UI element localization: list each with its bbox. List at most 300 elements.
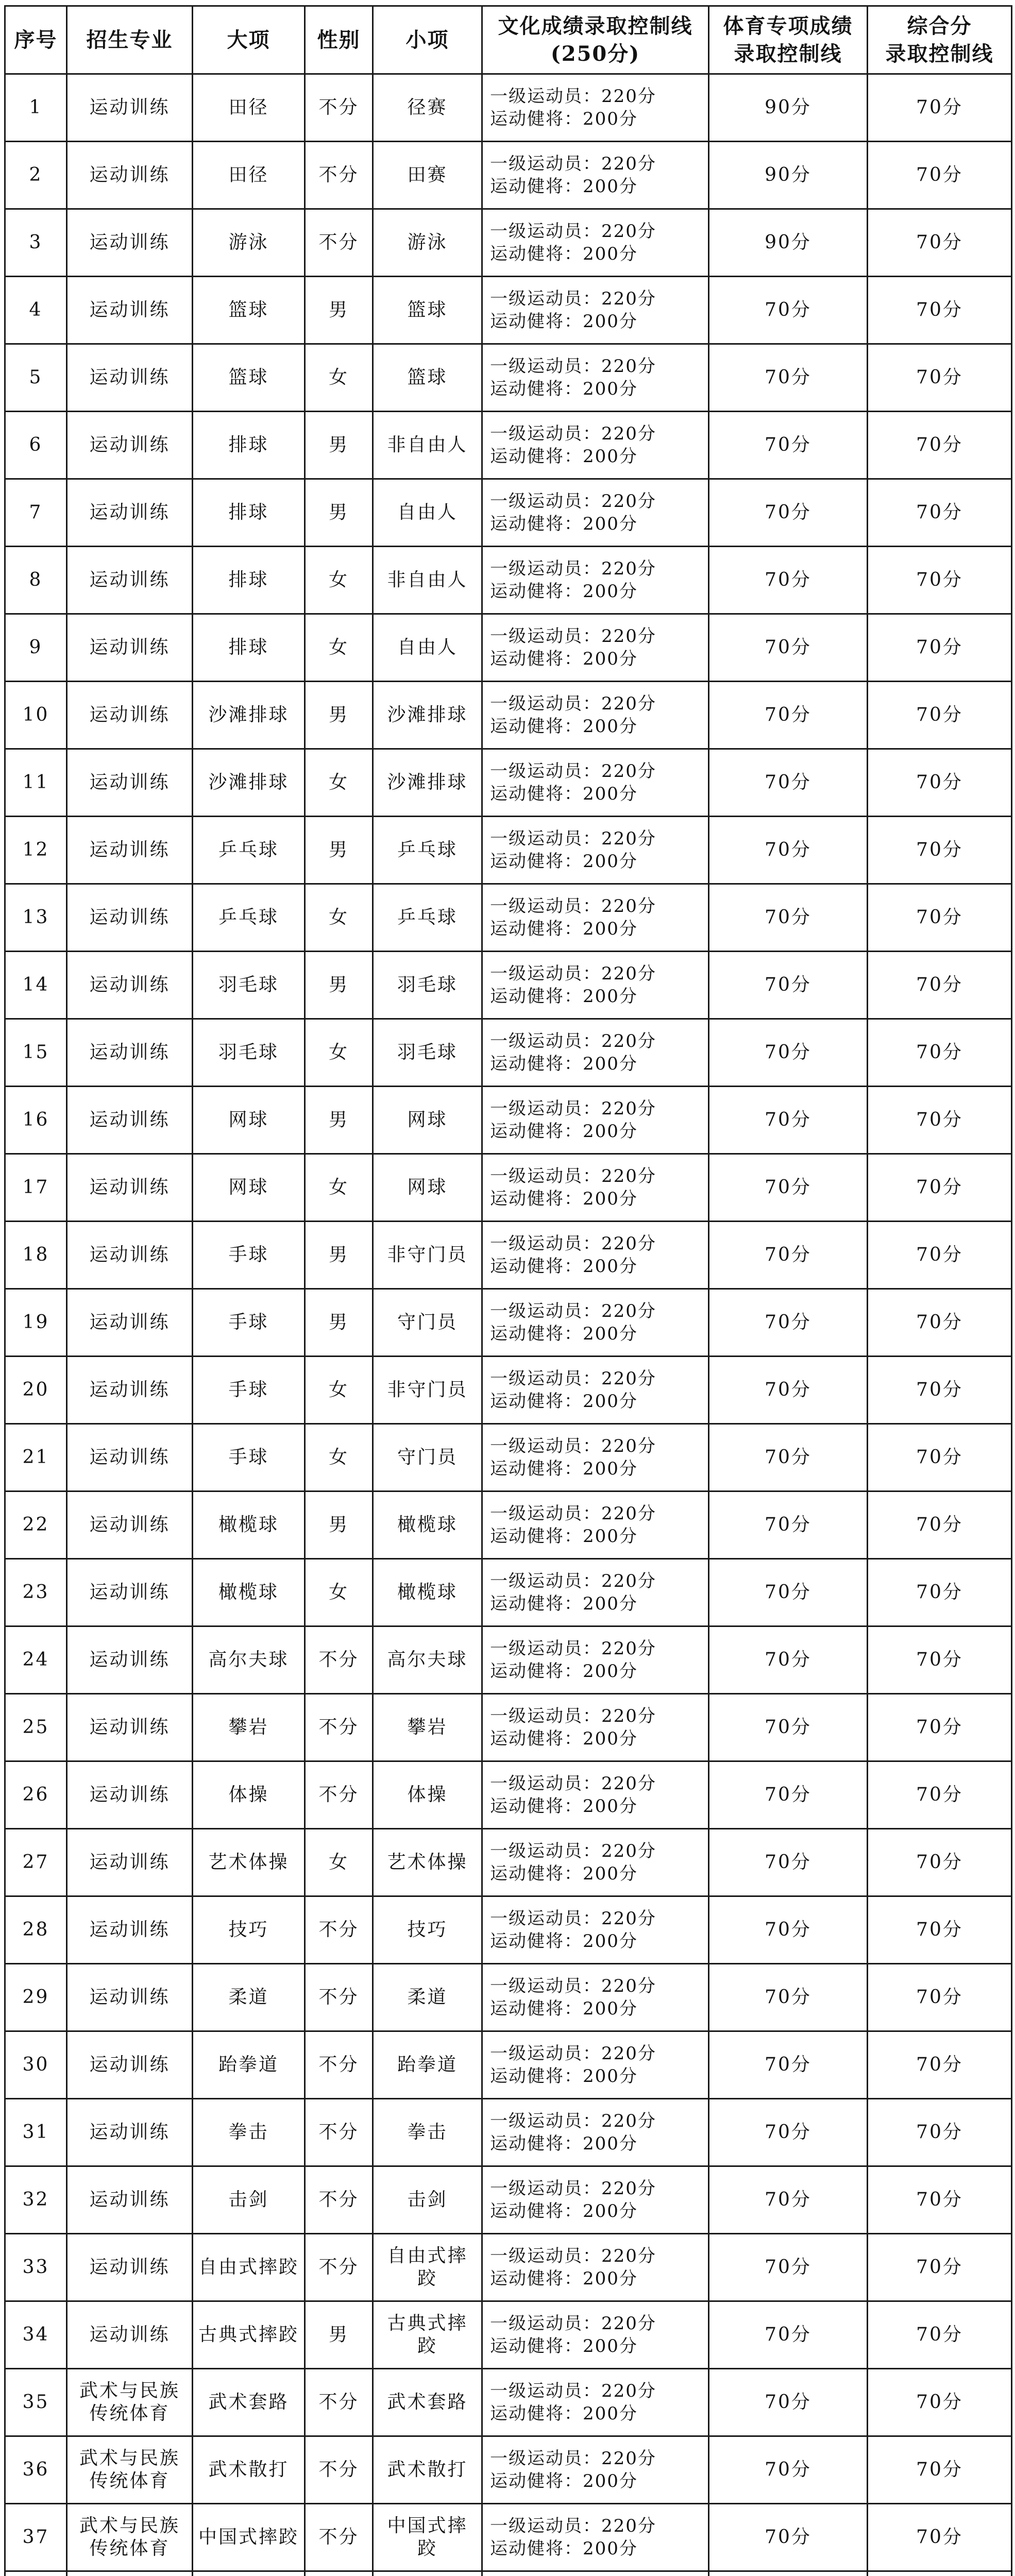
row-culture-score <box>482 1492 709 1559</box>
row-major <box>67 2436 193 2504</box>
row-sub-item: 非自由人 <box>373 547 482 614</box>
row-category: 柔道 <box>193 1964 305 2031</box>
row-gender: 女 <box>305 1357 373 1424</box>
row-major: 运动训练 <box>67 749 193 817</box>
culture-line-athlete: 一级运动员：220分 <box>490 1233 656 1254</box>
row-major: 运动训练 <box>67 1222 193 1289</box>
table-body <box>5 74 1012 2576</box>
table-row <box>5 1424 1012 1492</box>
table-row <box>5 952 1012 1019</box>
row-sub-item: 高尔夫球 <box>373 1626 482 1694</box>
table-row <box>5 1492 1012 1559</box>
row-category: 武术散打 <box>193 2436 305 2504</box>
row-culture-score <box>482 884 709 952</box>
row-sub-item: 径赛 <box>373 74 482 142</box>
culture-line-athlete: 一级运动员：220分 <box>490 626 656 647</box>
row-gender: 不分 <box>305 142 373 209</box>
header-sport-score <box>709 6 868 74</box>
culture-line-master: 运动健将：200分 <box>490 716 638 737</box>
row-sub-item: 击剑 <box>373 2166 482 2234</box>
row-culture-score <box>482 344 709 412</box>
row-sport-score: 70分 <box>709 1087 868 1154</box>
row-overall-score: 70分 <box>868 2166 1012 2234</box>
row-gender: 男 <box>305 682 373 749</box>
row-culture-score <box>482 1829 709 1896</box>
row-sport-score: 70分 <box>709 1559 868 1626</box>
culture-line-athlete: 一级运动员：220分 <box>490 2043 656 2064</box>
table-row <box>5 2504 1012 2571</box>
header-major: 招生专业 <box>67 6 193 74</box>
row-culture-score <box>482 2166 709 2234</box>
culture-line-master: 运动健将：200分 <box>490 1728 638 1749</box>
culture-line-master: 运动健将：200分 <box>490 514 638 534</box>
culture-line-athlete: 一级运动员：220分 <box>490 896 656 917</box>
row-culture-score <box>482 817 709 884</box>
culture-line-athlete: 一级运动员：220分 <box>490 2313 656 2334</box>
row-overall-score: 70分 <box>868 2234 1012 2301</box>
row-culture-score <box>482 2301 709 2369</box>
row-gender: 不分 <box>305 1896 373 1964</box>
row-category: 手球 <box>193 1289 305 1357</box>
row-sport-score: 70分 <box>709 2234 868 2301</box>
table-row <box>5 2234 1012 2301</box>
table-row <box>5 74 1012 142</box>
table-row <box>5 1694 1012 1761</box>
row-major: 运动训练 <box>67 479 193 547</box>
culture-line-master: 运动健将：200分 <box>490 379 638 399</box>
row-seq: 13 <box>5 884 67 952</box>
row-overall-score: 70分 <box>868 1492 1012 1559</box>
table-row <box>5 1761 1012 1829</box>
culture-line-athlete: 一级运动员：220分 <box>490 154 656 174</box>
row-sport-score: 70分 <box>709 1694 868 1761</box>
row-sub-item: 技巧 <box>373 1896 482 1964</box>
row-sub-item-line: 古典式摔 <box>387 2313 468 2334</box>
row-sub-item-line: 跤 <box>417 2268 437 2289</box>
row-culture-score <box>482 1626 709 1694</box>
row-overall-score: 70分 <box>868 1289 1012 1357</box>
row-sub-item <box>373 2571 482 2576</box>
row-sport-score: 70分 <box>709 547 868 614</box>
row-major: 运动训练 <box>67 1964 193 2031</box>
table-row <box>5 2571 1012 2576</box>
row-major-line: 武术与民族 <box>79 2515 180 2536</box>
row-category: 篮球 <box>193 344 305 412</box>
row-gender: 不分 <box>305 1626 373 1694</box>
table-row <box>5 2166 1012 2234</box>
row-gender: 男 <box>305 1492 373 1559</box>
row-major: 运动训练 <box>67 1829 193 1896</box>
row-seq: 3 <box>5 209 67 277</box>
row-overall-score: 70分 <box>868 142 1012 209</box>
header-sport-line1: 体育专项成绩 <box>723 13 853 38</box>
header-culture-line1: 文化成绩录取控制线 <box>498 13 693 38</box>
row-sub-item: 拳击 <box>373 2099 482 2166</box>
row-major: 运动训练 <box>67 1424 193 1492</box>
row-gender: 不分 <box>305 2436 373 2504</box>
row-category: 游泳 <box>193 209 305 277</box>
culture-line-master: 运动健将：200分 <box>490 1594 638 1614</box>
header-culture-score <box>482 6 709 74</box>
row-category: 手球 <box>193 1357 305 1424</box>
row-sport-score: 70分 <box>709 479 868 547</box>
row-seq: 20 <box>5 1357 67 1424</box>
row-gender: 男 <box>305 479 373 547</box>
row-gender: 女 <box>305 1424 373 1492</box>
culture-line-athlete: 一级运动员：220分 <box>490 1166 656 1187</box>
culture-line-master: 运动健将：200分 <box>490 1054 638 1074</box>
culture-line-master: 运动健将：200分 <box>490 1459 638 1479</box>
row-major: 运动训练 <box>67 2031 193 2099</box>
culture-line-athlete: 一级运动员：220分 <box>490 558 656 579</box>
row-major <box>67 2504 193 2571</box>
table-row <box>5 682 1012 749</box>
row-sub-item: 橄榄球 <box>373 1559 482 1626</box>
row-major: 运动训练 <box>67 1761 193 1829</box>
row-major <box>67 2369 193 2436</box>
table-row <box>5 1626 1012 1694</box>
row-sub-item: 体操 <box>373 1761 482 1829</box>
culture-line-master: 运动健将：200分 <box>490 2066 638 2087</box>
table-row <box>5 142 1012 209</box>
row-seq: 27 <box>5 1829 67 1896</box>
row-overall-score: 70分 <box>868 412 1012 479</box>
row-major-line: 武术与民族 <box>79 2448 180 2469</box>
row-seq: 8 <box>5 547 67 614</box>
header-overall-score <box>868 6 1012 74</box>
row-sub-item: 武术散打 <box>373 2436 482 2504</box>
row-gender: 女 <box>305 1019 373 1087</box>
row-sub-item: 乒乓球 <box>373 817 482 884</box>
table-row <box>5 547 1012 614</box>
table-row <box>5 817 1012 884</box>
culture-line-master: 运动健将：200分 <box>490 244 638 264</box>
culture-line-athlete: 一级运动员：220分 <box>490 491 656 512</box>
row-overall-score: 70分 <box>868 2436 1012 2504</box>
row-sport-score: 90分 <box>709 74 868 142</box>
row-gender: 女 <box>305 1154 373 1222</box>
row-major: 运动训练 <box>67 547 193 614</box>
row-sport-score: 90分 <box>709 209 868 277</box>
row-category: 沙滩排球 <box>193 682 305 749</box>
row-seq: 25 <box>5 1694 67 1761</box>
culture-line-athlete: 一级运动员：220分 <box>490 1571 656 1591</box>
row-major: 运动训练 <box>67 412 193 479</box>
row-overall-score: 70分 <box>868 682 1012 749</box>
culture-line-master: 运动健将：200分 <box>490 1998 638 2019</box>
row-overall-score: 70分 <box>868 344 1012 412</box>
culture-line-master: 运动健将：200分 <box>490 1661 638 1682</box>
header-culture-line2: (250分) <box>550 41 640 66</box>
row-culture-score <box>482 2571 709 2576</box>
row-culture-score <box>482 1289 709 1357</box>
table-row <box>5 614 1012 682</box>
row-seq: 24 <box>5 1626 67 1694</box>
culture-line-master: 运动健将：200分 <box>490 1391 638 1412</box>
row-sport-score: 70分 <box>709 682 868 749</box>
table-row <box>5 1087 1012 1154</box>
row-gender: 男 <box>305 412 373 479</box>
row-category: 击剑 <box>193 2166 305 2234</box>
row-sub-item <box>373 2504 482 2571</box>
row-category: 羽毛球 <box>193 952 305 1019</box>
row-sub-item: 羽毛球 <box>373 1019 482 1087</box>
row-culture-score <box>482 2234 709 2301</box>
row-major: 运动训练 <box>67 1154 193 1222</box>
row-sub-item: 游泳 <box>373 209 482 277</box>
row-category: 沙滩排球 <box>193 749 305 817</box>
culture-line-master: 运动健将：200分 <box>490 1256 638 1277</box>
row-sport-score: 70分 <box>709 1964 868 2031</box>
culture-line-master: 运动健将：200分 <box>490 311 638 332</box>
row-seq: 31 <box>5 2099 67 2166</box>
row-gender: 女 <box>305 884 373 952</box>
row-culture-score <box>482 2369 709 2436</box>
row-culture-score <box>482 2504 709 2571</box>
culture-line-master: 运动健将：200分 <box>490 1526 638 1547</box>
row-major <box>67 2571 193 2576</box>
row-sport-score: 70分 <box>709 2301 868 2369</box>
row-major: 运动训练 <box>67 2234 193 2301</box>
row-sub-item-line: 中国式摔 <box>387 2515 468 2536</box>
row-sport-score: 70分 <box>709 1492 868 1559</box>
row-category: 乒乓球 <box>193 884 305 952</box>
row-seq: 30 <box>5 2031 67 2099</box>
row-category: 中国式摔跤 <box>193 2504 305 2571</box>
row-culture-score <box>482 1694 709 1761</box>
row-sport-score <box>709 2571 868 2576</box>
header-gender: 性别 <box>305 6 373 74</box>
table-row <box>5 1154 1012 1222</box>
table-row <box>5 1964 1012 2031</box>
row-gender: 男 <box>305 952 373 1019</box>
row-gender: 不分 <box>305 2031 373 2099</box>
culture-line-athlete: 一级运动员：220分 <box>490 2381 656 2401</box>
row-overall-score: 70分 <box>868 614 1012 682</box>
row-sub-item: 柔道 <box>373 1964 482 2031</box>
row-culture-score <box>482 412 709 479</box>
row-sport-score: 70分 <box>709 2369 868 2436</box>
row-overall-score: 70分 <box>868 2099 1012 2166</box>
row-culture-score <box>482 1896 709 1964</box>
row-gender: 男 <box>305 277 373 344</box>
row-major: 运动训练 <box>67 1559 193 1626</box>
row-sub-item: 篮球 <box>373 277 482 344</box>
row-sub-item: 攀岩 <box>373 1694 482 1761</box>
row-sport-score: 70分 <box>709 1761 868 1829</box>
row-sport-score: 70分 <box>709 1289 868 1357</box>
row-major: 运动训练 <box>67 1896 193 1964</box>
culture-line-athlete: 一级运动员：220分 <box>490 1638 656 1659</box>
table-row <box>5 2099 1012 2166</box>
row-culture-score <box>482 479 709 547</box>
row-seq: 14 <box>5 952 67 1019</box>
table-row <box>5 209 1012 277</box>
row-gender: 女 <box>305 1829 373 1896</box>
row-overall-score: 70分 <box>868 1019 1012 1087</box>
row-seq: 7 <box>5 479 67 547</box>
row-overall-score: 70分 <box>868 1626 1012 1694</box>
row-category: 篮球 <box>193 277 305 344</box>
culture-line-athlete: 一级运动员：220分 <box>490 693 656 714</box>
row-sport-score: 90分 <box>709 142 868 209</box>
culture-line-master: 运动健将：200分 <box>490 2336 638 2357</box>
row-overall-score: 70分 <box>868 1424 1012 1492</box>
header-seq: 序号 <box>5 6 67 74</box>
row-major: 运动训练 <box>67 952 193 1019</box>
row-category: 武术套路 <box>193 2369 305 2436</box>
row-gender: 不分 <box>305 74 373 142</box>
row-sub-item: 羽毛球 <box>373 952 482 1019</box>
table-row <box>5 1559 1012 1626</box>
table-row <box>5 1896 1012 1964</box>
row-overall-score: 70分 <box>868 74 1012 142</box>
table-row <box>5 1289 1012 1357</box>
table-row <box>5 1019 1012 1087</box>
table-row <box>5 344 1012 412</box>
row-category: 排球 <box>193 614 305 682</box>
culture-line-athlete: 一级运动员：220分 <box>490 1503 656 1524</box>
row-category: 艺术体操 <box>193 1829 305 1896</box>
row-culture-score <box>482 1761 709 1829</box>
culture-line-athlete: 一级运动员：220分 <box>490 289 656 309</box>
row-category: 橄榄球 <box>193 1559 305 1626</box>
row-sport-score: 70分 <box>709 412 868 479</box>
culture-line-athlete: 一级运动员：220分 <box>490 2246 656 2266</box>
culture-line-athlete: 一级运动员：220分 <box>490 761 656 782</box>
table-row <box>5 479 1012 547</box>
row-sub-item: 篮球 <box>373 344 482 412</box>
row-sub-item: 守门员 <box>373 1424 482 1492</box>
row-overall-score: 70分 <box>868 952 1012 1019</box>
row-overall-score: 70分 <box>868 1154 1012 1222</box>
row-sport-score: 70分 <box>709 884 868 952</box>
row-major: 运动训练 <box>67 2301 193 2369</box>
culture-line-master: 运动健将：200分 <box>490 176 638 197</box>
row-culture-score <box>482 2436 709 2504</box>
row-category: 乒乓球 <box>193 817 305 884</box>
row-major: 运动训练 <box>67 1087 193 1154</box>
table-row <box>5 412 1012 479</box>
row-gender: 不分 <box>305 2166 373 2234</box>
row-overall-score: 70分 <box>868 1761 1012 1829</box>
row-category: 拳击 <box>193 2099 305 2166</box>
row-sub-item <box>373 2234 482 2301</box>
row-major: 运动训练 <box>67 884 193 952</box>
row-category: 羽毛球 <box>193 1019 305 1087</box>
row-overall-score: 70分 <box>868 817 1012 884</box>
row-major: 运动训练 <box>67 817 193 884</box>
row-sub-item: 乒乓球 <box>373 884 482 952</box>
row-major-line: 传统体育 <box>89 2403 170 2424</box>
row-major-line: 传统体育 <box>89 2538 170 2559</box>
row-seq: 12 <box>5 817 67 884</box>
row-seq: 1 <box>5 74 67 142</box>
table-row <box>5 1222 1012 1289</box>
row-category: 跆拳道 <box>193 2031 305 2099</box>
row-major: 运动训练 <box>67 2099 193 2166</box>
row-sport-score: 70分 <box>709 1896 868 1964</box>
admission-score-table <box>4 5 1012 2576</box>
row-major: 运动训练 <box>67 1492 193 1559</box>
row-gender: 不分 <box>305 2234 373 2301</box>
culture-line-master: 运动健将：200分 <box>490 2471 638 2492</box>
row-overall-score: 70分 <box>868 1222 1012 1289</box>
culture-line-master: 运动健将：200分 <box>490 784 638 804</box>
row-major: 运动训练 <box>67 1289 193 1357</box>
row-culture-score <box>482 209 709 277</box>
row-category: 网球 <box>193 1087 305 1154</box>
culture-line-athlete: 一级运动员：220分 <box>490 1976 656 1996</box>
row-sub-item: 橄榄球 <box>373 1492 482 1559</box>
table-header <box>5 6 1012 74</box>
header-overall-line1: 综合分 <box>907 13 972 38</box>
row-category: 技巧 <box>193 1896 305 1964</box>
row-overall-score: 70分 <box>868 209 1012 277</box>
row-overall-score: 70分 <box>868 749 1012 817</box>
row-sub-item: 非守门员 <box>373 1222 482 1289</box>
culture-line-master: 运动健将：200分 <box>490 851 638 872</box>
row-sport-score: 70分 <box>709 749 868 817</box>
row-culture-score <box>482 952 709 1019</box>
row-sport-score: 70分 <box>709 344 868 412</box>
row-sub-item-line: 自由式摔 <box>387 2245 468 2266</box>
row-sport-score: 70分 <box>709 952 868 1019</box>
table-row <box>5 884 1012 952</box>
row-seq: 22 <box>5 1492 67 1559</box>
row-culture-score <box>482 1559 709 1626</box>
row-seq: 5 <box>5 344 67 412</box>
culture-line-master: 运动健将：200分 <box>490 1189 638 1209</box>
row-culture-score <box>482 2031 709 2099</box>
header-sub-item: 小项 <box>373 6 482 74</box>
row-culture-score <box>482 1019 709 1087</box>
row-category: 橄榄球 <box>193 1492 305 1559</box>
culture-line-master: 运动健将：200分 <box>490 581 638 602</box>
row-overall-score: 70分 <box>868 1694 1012 1761</box>
row-gender: 不分 <box>305 1964 373 2031</box>
header-overall-line2: 录取控制线 <box>885 41 994 66</box>
culture-line-master: 运动健将：200分 <box>490 2201 638 2222</box>
row-seq: 34 <box>5 2301 67 2369</box>
row-gender: 不分 <box>305 2504 373 2571</box>
row-sub-item: 自由人 <box>373 479 482 547</box>
table-row <box>5 2031 1012 2099</box>
row-sub-item: 艺术体操 <box>373 1829 482 1896</box>
row-category <box>193 2571 305 2576</box>
row-overall-score: 70分 <box>868 1896 1012 1964</box>
row-overall-score: 70分 <box>868 1964 1012 2031</box>
row-sport-score: 70分 <box>709 2166 868 2234</box>
culture-line-athlete: 一级运动员：220分 <box>490 2178 656 2199</box>
row-seq: 33 <box>5 2234 67 2301</box>
row-category: 手球 <box>193 1424 305 1492</box>
row-overall-score: 70分 <box>868 2031 1012 2099</box>
row-seq: 6 <box>5 412 67 479</box>
row-overall-score: 70分 <box>868 2369 1012 2436</box>
row-gender: 男 <box>305 1289 373 1357</box>
row-culture-score <box>482 1154 709 1222</box>
row-sport-score: 70分 <box>709 2031 868 2099</box>
row-sub-item: 沙滩排球 <box>373 682 482 749</box>
row-culture-score <box>482 277 709 344</box>
row-culture-score <box>482 1424 709 1492</box>
row-gender: 女 <box>305 344 373 412</box>
row-sport-score: 70分 <box>709 1829 868 1896</box>
row-gender: 女 <box>305 547 373 614</box>
table-row <box>5 2301 1012 2369</box>
header-sport-line2: 录取控制线 <box>734 41 842 66</box>
